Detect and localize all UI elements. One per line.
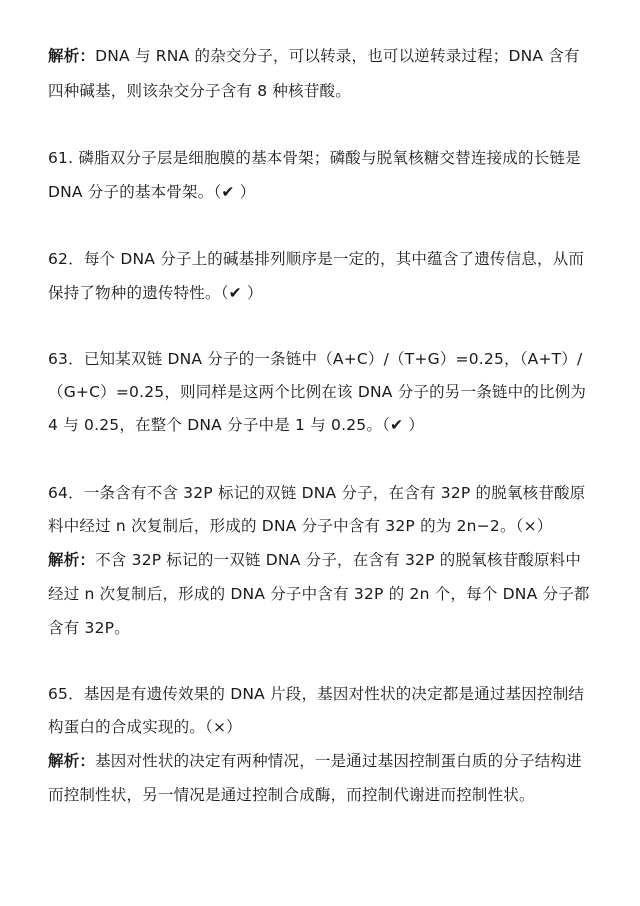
line-text: 不含 32P 标记的一双链 DNA 分子，在含有 32P 的脱氧核苷酸原料中 [95,551,582,569]
question-61-line: DNA 分子的基本骨架。（✔ ） [48,183,256,201]
question-64-line: 料中经过 n 次复制后，形成的 DNA 分子中含有 32P 的为 2n−2。（×） [48,517,553,535]
question-62-line: 保持了物种的遗传特性。（✔ ） [48,284,263,302]
line-text: 基因对性状的决定有两种情况，一是通过基因控制蛋白质的分子结构进 [95,752,582,770]
question-63-line: （G+C）=0.25，则同样是这两个比例在该 DNA 分子的另一条链中的比例为 [48,383,587,401]
question-64-line: 64．一条含有不含 32P 标记的双链 DNA 分子，在含有 32P 的脱氧核苷酸原 [48,484,586,502]
question-65-line: 构蛋白的合成实现的。（×） [48,718,242,736]
analysis-line [48,549,596,571]
question-63-line: 4 与 0.25，在整个 DNA 分子中是 1 与 0.25。（✔ ） [48,416,425,434]
question-62-line: 62．每个 DNA 分子上的碱基排列顺序是一定的，其中蕴含了遗传信息，从而 [48,250,585,268]
text-line: 含有 32P。 [48,619,130,637]
text-line: 而控制性状，另一情况是通过控制合成酶，而控制代谢进而控制性状。 [48,786,535,804]
line-text: DNA 与 RNA 的杂交分子，可以转录，也可以逆转录过程；DNA 含有 [95,47,580,65]
question-61-line: 61. 磷脂双分子层是细胞膜的基本骨架；磷酸与脱氧核糖交替连接成的长链是 [48,149,581,167]
analysis-label: 解析： [48,551,96,569]
analysis-line [48,750,596,772]
text-line: 四种碱基，则该杂交分子含有 8 种核苷酸。 [48,82,351,100]
question-65-line: 65．基因是有遗传效果的 DNA 片段，基因对性状的决定都是通过基因控制结 [48,685,585,703]
analysis-label: 解析： [48,752,96,770]
question-63-line: 63．已知某双链 DNA 分子的一条链中（A+C）/（T+G）=0.25，（A+T）/ [48,350,583,368]
analysis-line [48,45,596,67]
text-line: 经过 n 次复制后，形成的 DNA 分子中含有 32P 的 2n 个，每个 DNA 分子都 [48,585,590,603]
analysis-label: 解析： [48,47,96,65]
